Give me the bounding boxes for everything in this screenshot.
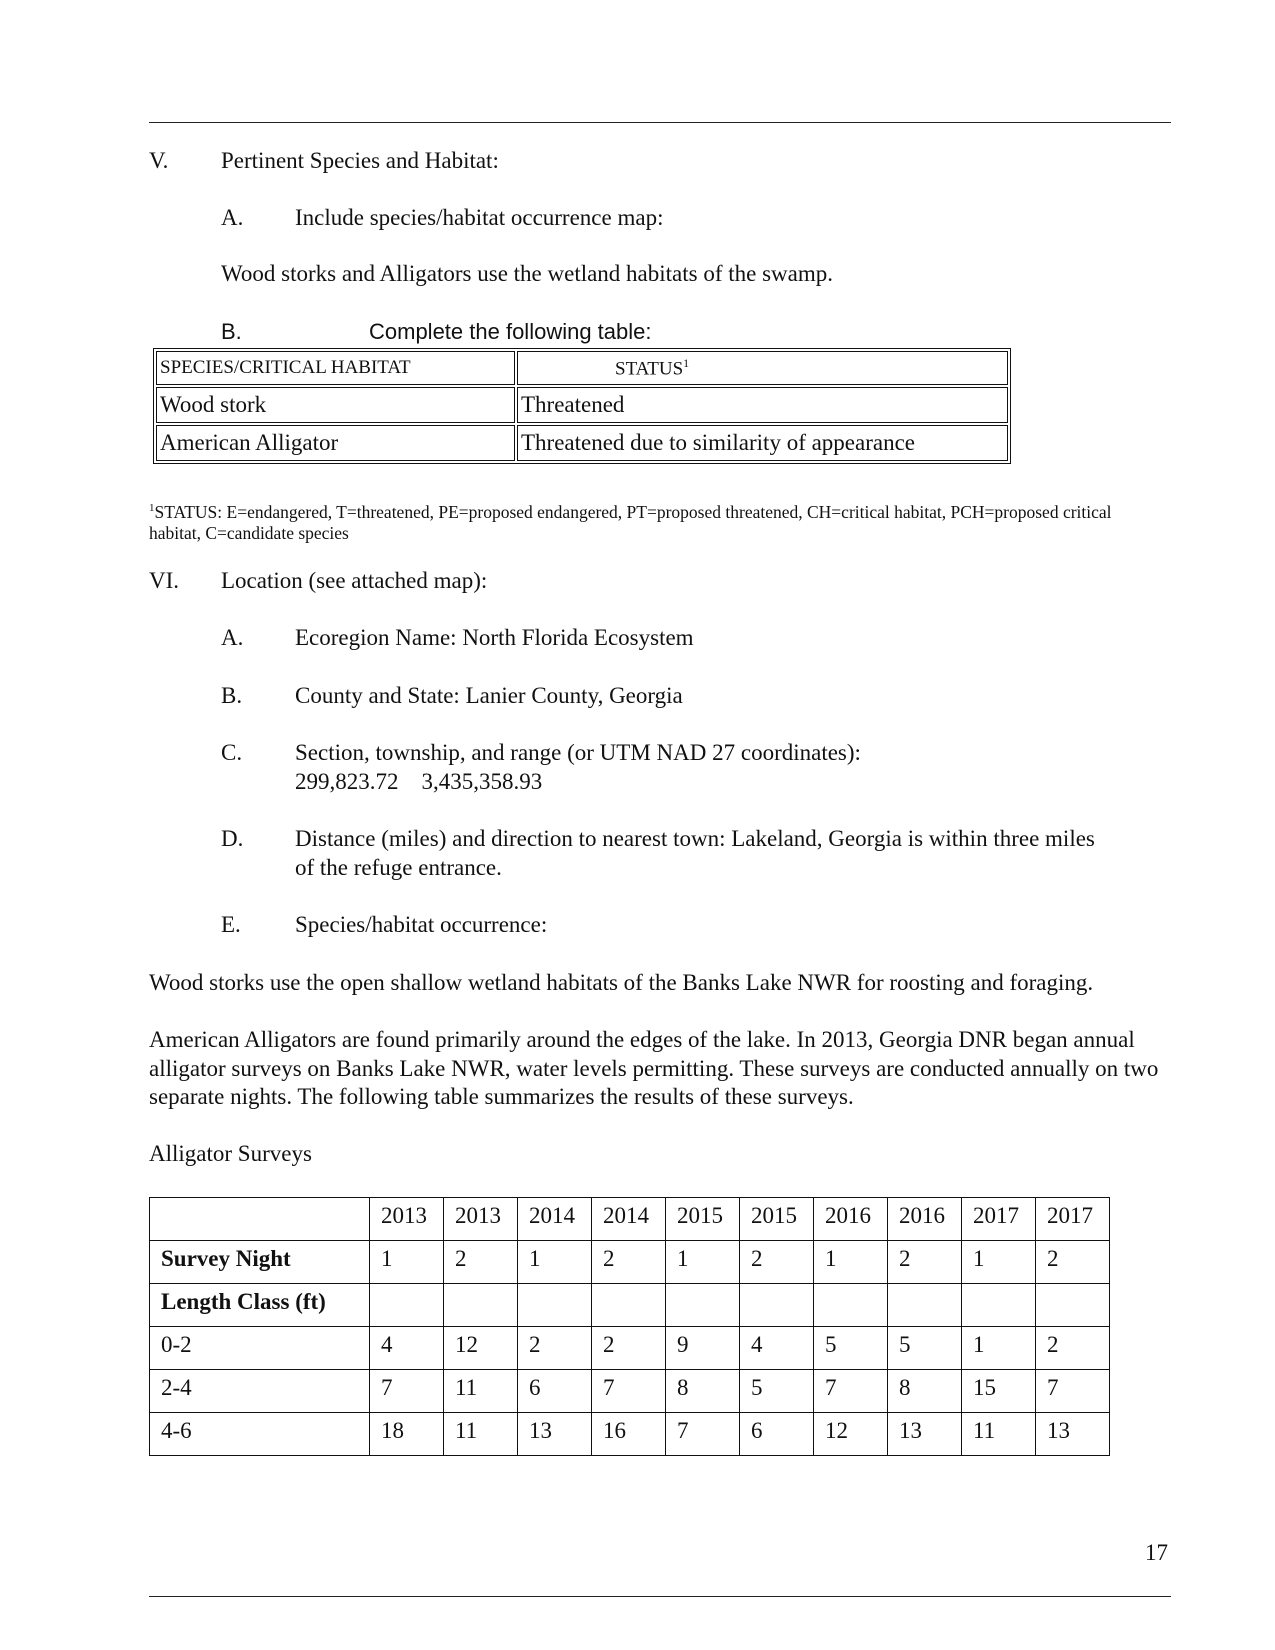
count-cell: 7 <box>592 1370 666 1413</box>
species-cell: American Alligator <box>156 425 515 461</box>
section-v-title: Pertinent Species and Habitat: <box>221 148 499 173</box>
count-cell: 13 <box>1036 1413 1110 1456</box>
species-cell: Wood stork <box>156 387 515 423</box>
year-cell: 2015 <box>740 1198 814 1241</box>
count-cell: 11 <box>444 1370 518 1413</box>
header-species-label: SPECIES/CRITICAL HABITAT <box>160 357 411 378</box>
empty-cell <box>666 1284 740 1327</box>
count-cell: 11 <box>444 1413 518 1456</box>
count-cell: 7 <box>814 1370 888 1413</box>
section-v-a-letter: A. <box>221 205 244 230</box>
footnote-mark: 1 <box>149 502 155 514</box>
section-vi-d-text-cont: of the refuge entrance. <box>295 855 502 880</box>
survey-night-cell: 1 <box>518 1241 592 1284</box>
count-cell: 8 <box>888 1370 962 1413</box>
survey-night-cell: 2 <box>888 1241 962 1284</box>
count-cell: 6 <box>740 1413 814 1456</box>
alligator-survey-table <box>149 1197 1110 1456</box>
count-cell: 8 <box>666 1370 740 1413</box>
count-cell: 9 <box>666 1327 740 1370</box>
empty-cell <box>592 1284 666 1327</box>
status-table-header-status <box>517 351 1008 385</box>
count-cell: 2 <box>1036 1327 1110 1370</box>
section-v-b-text: Complete the following table: <box>369 319 652 344</box>
wood-storks-paragraph: Wood storks use the open shallow wetland habitats of the Banks Lake NWR for roosting and foraging. <box>149 970 1094 995</box>
status-table-header-row <box>156 351 1008 385</box>
count-cell: 13 <box>888 1413 962 1456</box>
section-vi-e-letter: E. <box>221 912 241 937</box>
survey-night-cell: 1 <box>962 1241 1036 1284</box>
survey-night-cell: 1 <box>814 1241 888 1284</box>
count-cell: 2 <box>592 1327 666 1370</box>
count-cell: 5 <box>740 1370 814 1413</box>
empty-cell <box>814 1284 888 1327</box>
year-cell: 2017 <box>962 1198 1036 1241</box>
count-cell: 1 <box>962 1327 1036 1370</box>
survey-night-cell: 1 <box>666 1241 740 1284</box>
section-vi-title: Location (see attached map): <box>221 568 488 593</box>
length-class-cell: 0-2 <box>150 1327 370 1370</box>
status-table-row <box>156 425 1008 461</box>
section-v-a-body: Wood storks and Alligators use the wetland habitats of the swamp. <box>221 261 834 286</box>
count-cell: 7 <box>666 1413 740 1456</box>
survey-night-cell: 2 <box>592 1241 666 1284</box>
header-status-label: STATUS <box>615 358 684 380</box>
count-cell: 16 <box>592 1413 666 1456</box>
survey-night-label: Survey Night <box>150 1241 370 1284</box>
section-vi-numeral: VI. <box>149 568 180 593</box>
utm-coordinates: 299,823.72 3,435,358.93 <box>295 769 543 794</box>
length-class-data-row <box>150 1370 1110 1413</box>
year-cell: 2015 <box>666 1198 740 1241</box>
empty-cell <box>1036 1284 1110 1327</box>
section-vi-a-letter: A. <box>221 625 244 650</box>
empty-cell <box>888 1284 962 1327</box>
section-vi-c-letter: C. <box>221 740 243 765</box>
status-footnote <box>149 498 1159 544</box>
footnote-text: STATUS: E=endangered, T=threatened, PE=proposed endangered, PT=proposed threatened, CH=critical habitat, PCH=proposed critical habitat, C=candidate species <box>149 501 1112 543</box>
count-cell: 12 <box>444 1327 518 1370</box>
section-v-a-text: Include species/habitat occurrence map: <box>295 205 664 230</box>
section-v-numeral: V. <box>149 148 169 173</box>
status-cell: Threatened due to similarity of appearance <box>517 425 1008 461</box>
empty-cell <box>370 1284 444 1327</box>
section-vi-b-text: County and State: Lanier County, Georgia <box>295 683 683 708</box>
survey-night-row <box>150 1241 1110 1284</box>
count-cell: 13 <box>518 1413 592 1456</box>
length-class-label: Length Class (ft) <box>150 1284 370 1327</box>
count-cell: 4 <box>370 1327 444 1370</box>
survey-night-cell: 2 <box>444 1241 518 1284</box>
count-cell: 5 <box>814 1327 888 1370</box>
top-rule <box>149 122 1171 123</box>
section-vi-d-text: Distance (miles) and direction to nearest town: Lakeland, Georgia is within three miles <box>295 826 1095 851</box>
empty-cell <box>518 1284 592 1327</box>
count-cell: 11 <box>962 1413 1036 1456</box>
count-cell: 5 <box>888 1327 962 1370</box>
page-number: 17 <box>1145 1540 1168 1565</box>
year-cell: 2016 <box>888 1198 962 1241</box>
survey-night-cell: 1 <box>370 1241 444 1284</box>
empty-cell <box>962 1284 1036 1327</box>
length-class-data-row <box>150 1327 1110 1370</box>
year-cell: 2013 <box>370 1198 444 1241</box>
count-cell: 7 <box>370 1370 444 1413</box>
bottom-rule <box>149 1596 1171 1597</box>
length-class-row <box>150 1284 1110 1327</box>
year-cell: 2016 <box>814 1198 888 1241</box>
status-table-row <box>156 387 1008 423</box>
survey-night-cell: 2 <box>740 1241 814 1284</box>
count-cell: 4 <box>740 1327 814 1370</box>
survey-year-row <box>150 1198 1110 1241</box>
length-class-data-row <box>150 1413 1110 1456</box>
count-cell: 7 <box>1036 1370 1110 1413</box>
length-class-cell: 2-4 <box>150 1370 370 1413</box>
status-table-header-species <box>156 351 515 385</box>
year-cell: 2017 <box>1036 1198 1110 1241</box>
survey-night-cell: 2 <box>1036 1241 1110 1284</box>
year-cell: 2014 <box>592 1198 666 1241</box>
section-v-b-letter: B. <box>221 319 242 344</box>
species-status-table <box>153 348 1011 464</box>
count-cell: 6 <box>518 1370 592 1413</box>
year-cell: 2013 <box>444 1198 518 1241</box>
year-cell: 2014 <box>518 1198 592 1241</box>
count-cell: 15 <box>962 1370 1036 1413</box>
empty-cell <box>740 1284 814 1327</box>
section-vi-c-text: Section, township, and range (or UTM NAD 27 coordinates): <box>295 740 861 765</box>
section-vi-d-letter: D. <box>221 826 244 851</box>
count-cell: 18 <box>370 1413 444 1456</box>
length-class-cell: 4-6 <box>150 1413 370 1456</box>
section-vi-e-text: Species/habitat occurrence: <box>295 912 548 937</box>
section-vi-a-text: Ecoregion Name: North Florida Ecosystem <box>295 625 694 650</box>
alligators-paragraph: American Alligators are found primarily around the edges of the lake. In 2013, Georgia DNR began annual alligator surveys on Banks Lake NWR, water levels permitting. These surveys are conducted annually on two separate nights. The following table summarizes the results of these surveys. <box>149 1027 1159 1109</box>
empty-cell <box>444 1284 518 1327</box>
count-cell: 12 <box>814 1413 888 1456</box>
status-cell: Threatened <box>517 387 1008 423</box>
empty-header-cell <box>150 1198 370 1241</box>
section-vi-b-letter: B. <box>221 683 243 708</box>
survey-caption: Alligator Surveys <box>149 1141 312 1166</box>
status-footnote-mark: 1 <box>683 355 690 370</box>
count-cell: 2 <box>518 1327 592 1370</box>
